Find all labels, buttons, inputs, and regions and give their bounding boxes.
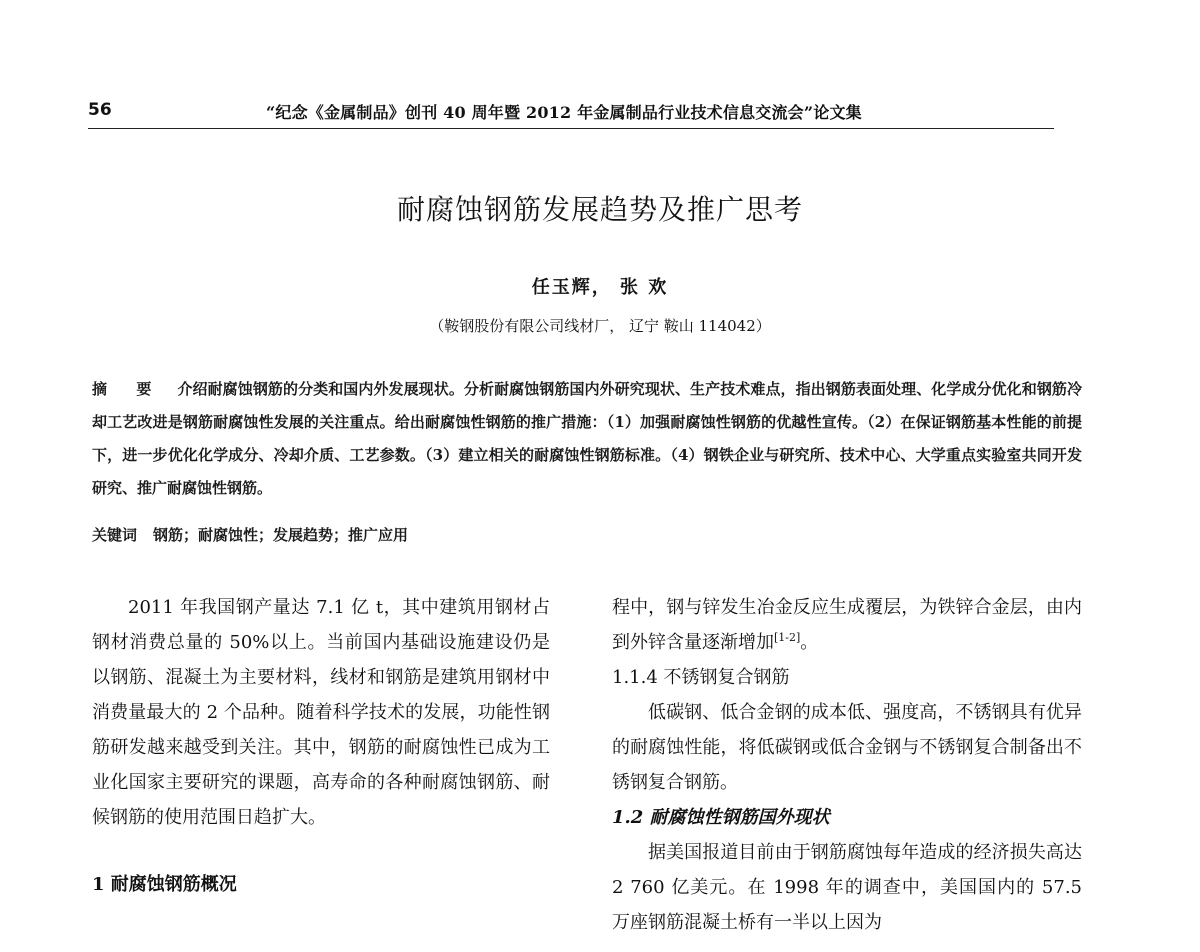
proceedings-title: “纪念《金属制品》创刊 40 周年暨 2012 年金属制品行业技术信息交流会”论文集	[266, 103, 862, 122]
abstract	[92, 373, 1082, 505]
intro-paragraph: 2011 年我国钢产量达 7.1 亿 t，其中建筑用钢材占钢材消费总量的 50%以上。当前国内基础设施建设仍是以钢筋、混凝土为主要材料，线材和钢筋是建筑用钢材中消费量最大的 2 个品种。随着科学技术的发展，功能性钢筋研发越来越受到关注。其中，钢筋的耐腐蚀性已成为工业化国家主要研究的课题，高寿命的各种耐腐蚀钢筋、耐候钢筋的使用范围日趋扩大。	[92, 597, 550, 828]
section-heading-1-2: 1.2 耐腐蚀性钢筋国外现状	[612, 807, 830, 828]
page-number: 56	[88, 100, 112, 120]
continued-paragraph	[612, 590, 1082, 660]
continued-paragraph-end: 。	[800, 632, 819, 653]
article-title: 耐腐蚀钢筋发展趋势及推广思考	[396, 193, 803, 226]
keywords-text: 钢筋；耐腐蚀性；发展趋势；推广应用	[153, 526, 409, 544]
left-column	[92, 590, 550, 902]
running-header	[88, 98, 1054, 129]
stainless-composite-paragraph: 低碳钢、低合金钢的成本低、强度高，不锈钢具有优异的耐腐蚀性能，将低碳钢或低合金钢与不锈钢复合制备出不锈钢复合钢筋。	[612, 702, 1082, 793]
citation: [1-2]	[774, 631, 801, 644]
continued-paragraph-text: 程中，钢与锌发生冶金反应生成覆层，为铁锌合金层，由内到外锌含量逐渐增加	[612, 597, 1082, 653]
foreign-status-paragraph: 据美国报道目前由于钢筋腐蚀每年造成的经济损失高达 2 760 亿美元。在 1998 年的调查中，美国国内的 57.5 万座钢筋混凝土桥有一半以上因为	[612, 842, 1082, 933]
keywords-label: 关键词	[92, 526, 138, 544]
section-heading-1: 1 耐腐蚀钢筋概况	[92, 874, 237, 895]
abstract-label: 摘 要	[92, 380, 164, 398]
subsection-heading-1-1-4: 1.1.4 不锈钢复合钢筋	[612, 667, 790, 688]
right-column	[612, 590, 1082, 940]
article-affiliation: （鞍钢股份有限公司线材厂， 辽宁 鞍山 114042）	[429, 317, 771, 335]
keywords	[92, 524, 1082, 545]
article-authors: 任玉辉， 张 欢	[531, 277, 669, 298]
abstract-text: 介绍耐腐蚀钢筋的分类和国内外发展现状。分析耐腐蚀钢筋国内外研究现状、生产技术难点，指出钢筋表面处理、化学成分优化和钢筋冷却工艺改进是钢筋耐腐蚀性发展的关注重点。给出耐腐蚀性钢筋的推广措施：（1）加强耐腐蚀性钢筋的优越性宣传。（2）在保证钢筋基本性能的前提下，进一步优化化学成分、冷却介质、工艺参数。（3）建立相关的耐腐蚀性钢筋标准。（4）钢铁企业与研究所、技术中心、大学重点实验室共同开发研究、推广耐腐蚀性钢筋。	[92, 380, 1082, 497]
